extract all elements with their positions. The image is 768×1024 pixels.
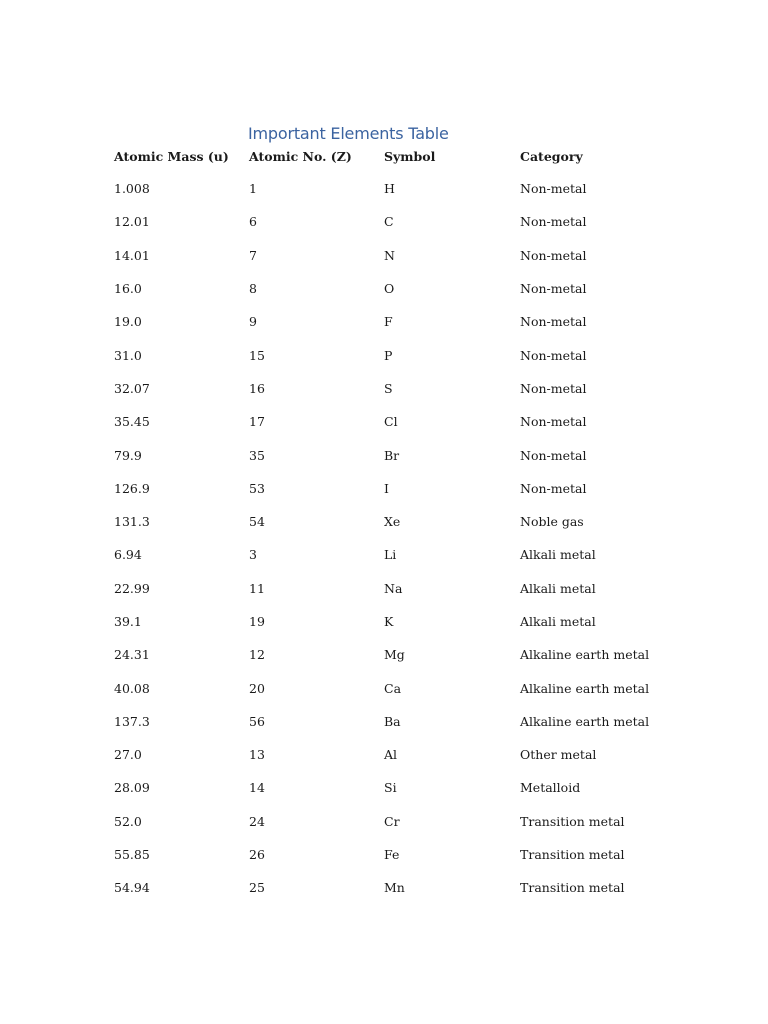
cell-category: Other metal xyxy=(520,747,597,763)
cell-atomic-number: 1 xyxy=(249,181,257,197)
table-row xyxy=(114,805,680,838)
table-row xyxy=(114,205,680,238)
cell-atomic-mass: 40.08 xyxy=(114,680,150,696)
cell-atomic-mass: 16.0 xyxy=(114,281,142,297)
table-body xyxy=(114,172,680,905)
cell-symbol: H xyxy=(384,181,395,197)
cell-category: Alkaline earth metal xyxy=(520,647,650,663)
cell-symbol: Mn xyxy=(384,880,405,896)
table-row xyxy=(114,272,680,305)
cell-symbol: S xyxy=(384,380,393,396)
column-header-atomic-number: Atomic No. (Z) xyxy=(249,148,352,164)
table-row xyxy=(114,771,680,804)
cell-symbol: Li xyxy=(384,547,397,563)
cell-atomic-mass: 79.9 xyxy=(114,447,142,463)
cell-atomic-number: 17 xyxy=(249,414,265,430)
table-row xyxy=(114,705,680,738)
cell-atomic-number: 12 xyxy=(249,647,265,663)
cell-category: Non-metal xyxy=(520,314,587,330)
document-title: Important Elements Table xyxy=(248,124,449,143)
cell-atomic-number: 25 xyxy=(249,880,265,896)
cell-category: Non-metal xyxy=(520,480,587,496)
cell-category: Transition metal xyxy=(520,880,625,896)
cell-atomic-number: 6 xyxy=(249,214,257,230)
table-row xyxy=(114,172,680,205)
cell-symbol: Mg xyxy=(384,647,405,663)
cell-atomic-number: 15 xyxy=(249,347,265,363)
cell-atomic-mass: 52.0 xyxy=(114,813,142,829)
cell-atomic-mass: 28.09 xyxy=(114,780,150,796)
cell-category: Alkali metal xyxy=(520,580,596,596)
cell-category: Non-metal xyxy=(520,414,587,430)
cell-atomic-mass: 24.31 xyxy=(114,647,150,663)
table-row xyxy=(114,472,680,505)
cell-symbol: Br xyxy=(384,447,400,463)
cell-atomic-number: 14 xyxy=(249,780,265,796)
cell-atomic-number: 19 xyxy=(249,614,265,629)
cell-category: Transition metal xyxy=(520,847,625,863)
table-row xyxy=(114,438,680,471)
cell-atomic-number: 16 xyxy=(249,380,265,396)
table-row xyxy=(114,505,680,538)
cell-atomic-mass: 137.3 xyxy=(114,713,150,729)
table-row xyxy=(114,538,680,571)
cell-symbol: Xe xyxy=(384,514,401,530)
column-header-category: Category xyxy=(520,148,583,164)
cell-atomic-number: 26 xyxy=(249,847,265,863)
table-row xyxy=(114,838,680,871)
table-row xyxy=(114,671,680,704)
cell-atomic-mass: 22.99 xyxy=(114,580,150,596)
cell-atomic-mass: 35.45 xyxy=(114,414,150,430)
table-row xyxy=(114,605,680,638)
cell-category: Transition metal xyxy=(520,813,625,829)
cell-atomic-mass: 27.0 xyxy=(114,747,142,763)
cell-category: Noble gas xyxy=(520,514,584,530)
cell-atomic-mass: 55.85 xyxy=(114,847,150,863)
cell-category: Non-metal xyxy=(520,447,587,463)
cell-atomic-mass: 19.0 xyxy=(114,314,142,330)
cell-symbol: Ba xyxy=(384,713,401,729)
cell-atomic-mass: 126.9 xyxy=(114,480,150,496)
cell-symbol: Si xyxy=(384,780,397,796)
cell-atomic-number: 35 xyxy=(249,447,265,463)
table-row xyxy=(114,572,680,605)
cell-atomic-mass: 131.3 xyxy=(114,514,150,530)
cell-symbol: Cr xyxy=(384,813,400,829)
cell-atomic-number: 20 xyxy=(249,680,265,696)
cell-category: Non-metal xyxy=(520,181,587,197)
cell-symbol: F xyxy=(384,314,393,330)
cell-atomic-mass: 6.94 xyxy=(114,547,142,563)
table-row xyxy=(114,239,680,272)
cell-symbol: I xyxy=(384,480,389,496)
cell-atomic-mass: 54.94 xyxy=(114,880,150,896)
cell-category: Non-metal xyxy=(520,214,587,230)
cell-atomic-mass: 31.0 xyxy=(114,347,142,363)
cell-symbol: Na xyxy=(384,580,403,596)
table-row xyxy=(114,638,680,671)
cell-symbol: P xyxy=(384,347,393,363)
table-row xyxy=(114,738,680,771)
cell-symbol: Fe xyxy=(384,847,400,863)
table-row xyxy=(114,871,680,904)
cell-symbol: C xyxy=(384,214,394,230)
cell-atomic-number: 53 xyxy=(249,480,265,496)
cell-symbol: O xyxy=(384,281,395,297)
cell-category: Non-metal xyxy=(520,281,587,297)
cell-atomic-number: 56 xyxy=(249,713,265,729)
cell-category: Alkaline earth metal xyxy=(520,713,650,729)
cell-atomic-mass: 12.01 xyxy=(114,214,150,230)
column-header-symbol: Symbol xyxy=(384,148,436,164)
cell-atomic-mass: 1.008 xyxy=(114,181,150,197)
cell-category: Non-metal xyxy=(520,380,587,396)
cell-category: Alkali metal xyxy=(520,614,596,629)
cell-category: Metalloid xyxy=(520,780,581,796)
cell-symbol: Al xyxy=(384,747,398,763)
cell-atomic-number: 24 xyxy=(249,813,265,829)
cell-atomic-number: 13 xyxy=(249,747,265,763)
cell-symbol: N xyxy=(384,247,395,263)
cell-atomic-mass: 14.01 xyxy=(114,247,150,263)
table-row xyxy=(114,405,680,438)
cell-category: Non-metal xyxy=(520,247,587,263)
cell-atomic-number: 54 xyxy=(249,514,265,530)
table-header-row xyxy=(114,140,680,172)
cell-symbol: Ca xyxy=(384,680,402,696)
cell-atomic-number: 7 xyxy=(249,247,257,263)
cell-atomic-mass: 32.07 xyxy=(114,380,150,396)
cell-category: Alkali metal xyxy=(520,547,596,563)
cell-symbol: Cl xyxy=(384,414,398,430)
table-row xyxy=(114,372,680,405)
cell-atomic-mass: 39.1 xyxy=(114,614,142,629)
cell-atomic-number: 9 xyxy=(249,314,257,330)
cell-category: Non-metal xyxy=(520,347,587,363)
column-header-atomic-mass: Atomic Mass (u) xyxy=(114,148,229,164)
cell-atomic-number: 8 xyxy=(249,281,257,297)
cell-atomic-number: 11 xyxy=(249,580,265,596)
cell-category: Alkaline earth metal xyxy=(520,680,650,696)
table-row xyxy=(114,338,680,371)
elements-table xyxy=(114,140,680,905)
cell-atomic-number: 3 xyxy=(249,547,257,563)
table-row xyxy=(114,305,680,338)
cell-symbol: K xyxy=(384,614,394,629)
